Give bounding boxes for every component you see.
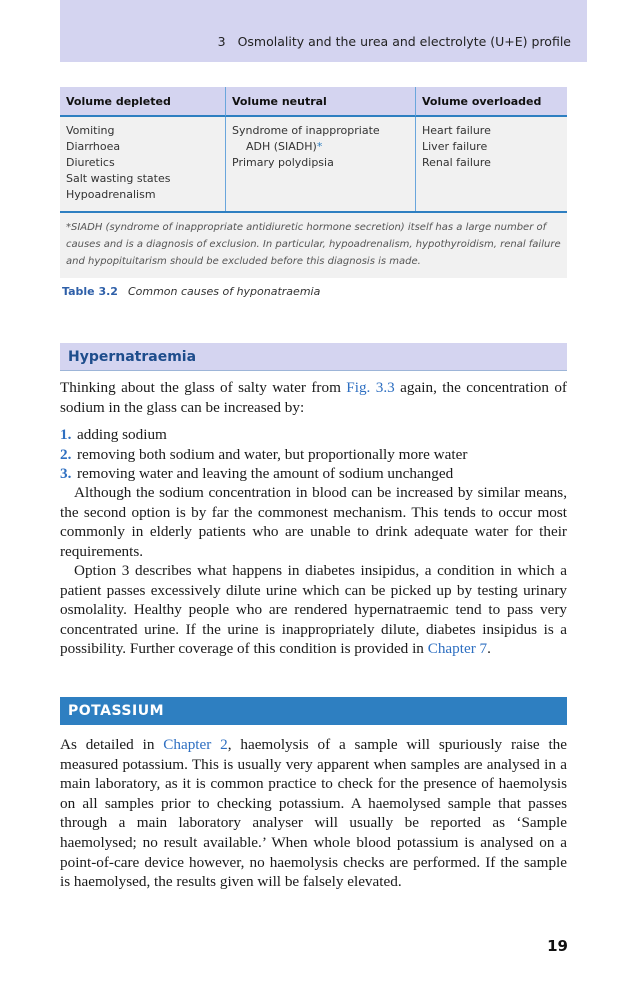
table-caption [62,285,320,298]
table-item: Vomiting [66,124,115,137]
list-item [60,445,567,465]
running-head [218,34,571,49]
paragraph-text: . [487,640,491,658]
paragraph-text: Thinking about the glass of salty water from [60,379,347,396]
list-text: removing both sodium and water, but proportionally more water [77,445,468,463]
paragraph-mechanism: Although the sodium concentration in blood can be increased by similar means, the second option is by far the commonest mechanism. This tends to occur most commonly in elderly patients who are unable to drink adequate water for their requirements. [60,484,567,560]
footnote-marker: * [316,140,323,153]
table-item: Heart failure [422,124,491,137]
table-item: ADH (SIADH) [246,140,317,153]
causes-table [60,87,567,278]
figure-link[interactable]: Fig. 3.3 [346,379,395,396]
list-number: 1. [60,426,72,443]
page-number: 19 [547,937,568,955]
table-heading-neutral: Volume neutral [225,87,415,117]
numbered-list [60,425,567,484]
table-item: Hypoadrenalism [66,188,156,201]
table-cell-overloaded [415,117,567,211]
paragraph-text: As detailed in [60,736,164,753]
paragraph-text: again, the concentration of sodium in the glass can be increased by: [60,379,567,416]
paragraph-diabetes-insipidus [60,561,567,659]
caption-label: Table 3.2 [62,285,118,298]
table-heading-depleted: Volume depleted [60,87,225,117]
list-item [60,464,567,484]
chapter-number: 3 [217,34,226,49]
paragraph-text: , haemolysis of a sample will spuriously raise the measured potassium. This is usually very apparent when samples are analysed in a main laboratory, as it is common practice to check for the presence of haemolysis on all samples prior to checking potassium. A haemolysed sample that passes through a main laboratory analyser will usually be reported as ‘Sample haemolysed; no result available.’ When whole blood potassium is analysed on a point-of-care device however, no haemolysis checks are performed. If the sample is haemolysed, the results given will be falsely elevated. [60,736,567,891]
header-band [60,0,587,62]
table-heading-overloaded: Volume overloaded [415,87,567,117]
list-text: removing water and leaving the amount of sodium unchanged [77,465,454,483]
list-number: 2. [60,445,72,463]
chapter-7-link[interactable]: Chapter 7 [427,640,488,658]
table-cell-depleted [60,117,225,211]
section-heading-hypernatraemia: Hypernatraemia [60,343,567,371]
table-item-siadh [232,139,409,155]
list-item [60,425,567,445]
paragraph-potassium [60,735,567,892]
list-text: adding sodium [77,426,167,443]
table-item: Syndrome of inappropriate [232,124,380,137]
chapter-2-link[interactable]: Chapter 2 [163,736,228,753]
table-item: Salt wasting states [66,172,171,185]
table-footnote: *SIADH (syndrome of inappropriate antidiuretic hormone secretion) itself has a large number of causes and is a diagnosis of exclusion. In particular, hypoadrenalism, hypothyroidism, renal failure and hypopituitarism should be excluded before this diagnosis is made. [66,222,561,267]
caption-text: Common causes of hyponatraemia [127,285,321,298]
table-item: Renal failure [422,156,491,169]
table-item: Liver failure [422,140,488,153]
table-grid [60,87,567,211]
table-item: Diuretics [66,156,115,169]
table-item: Primary polydipsia [232,156,334,169]
list-number: 3. [60,465,72,483]
section-heading-potassium: POTASSIUM [60,697,567,725]
chapter-title: Osmolality and the urea and electrolyte (U+E) profile [237,34,571,49]
paragraph-intro [60,378,567,417]
table-item: Diarrhoea [66,140,121,153]
table-cell-neutral [225,117,415,211]
paragraph-text: Option 3 describes what happens in diabetes insipidus, a condition in which a patient passes excessively dilute urine which can be picked up by testing urinary osmolality. Healthy people who are rendered hypernatraemic tend to pass very concentrated urine. If the urine is inappropriately dilute, diabetes insipidus is a possibility. Further coverage of this condition is provided in [60,562,567,658]
